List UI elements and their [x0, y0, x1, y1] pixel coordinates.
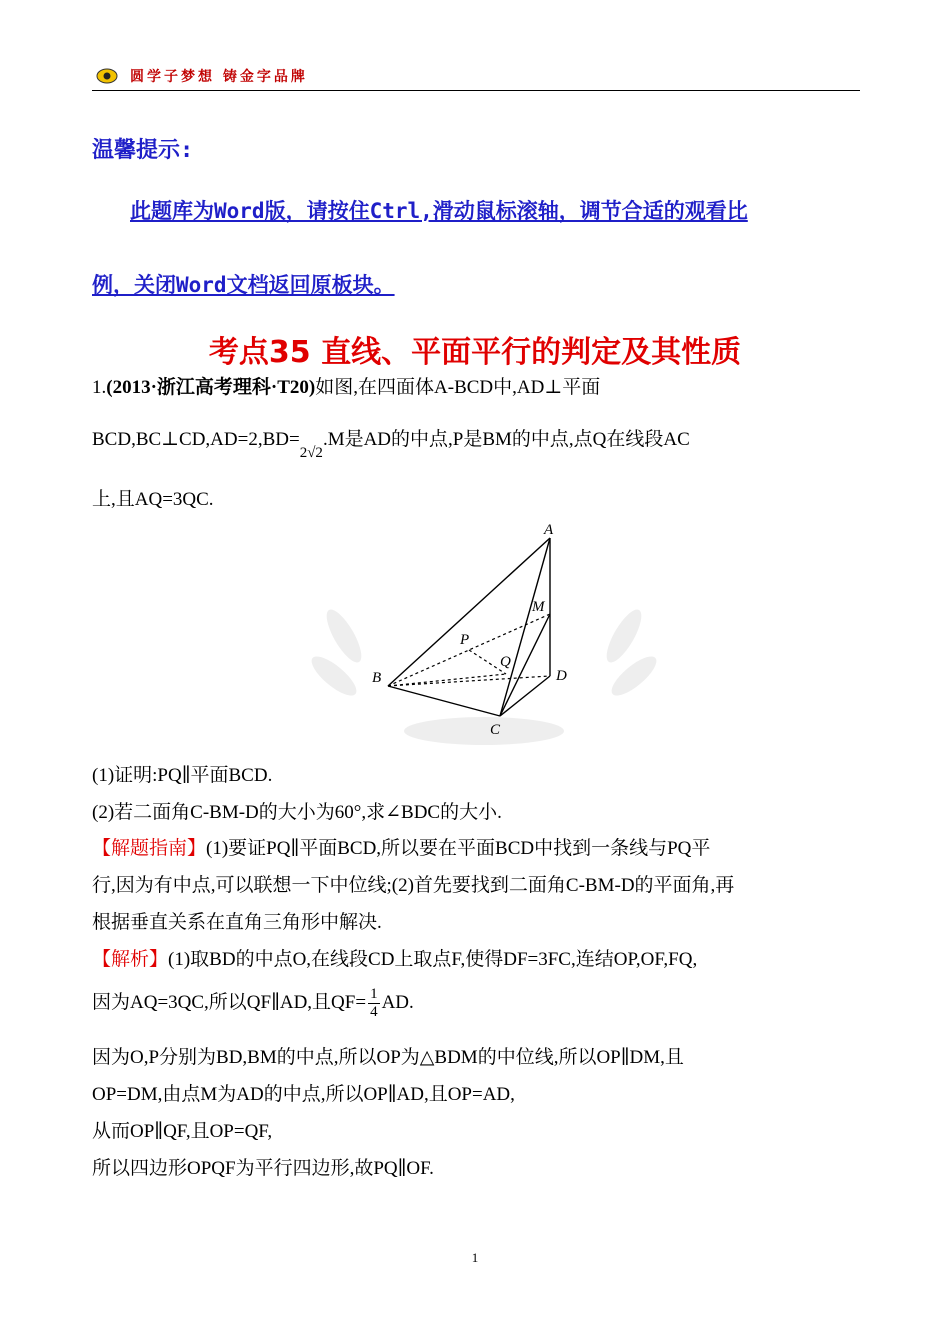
solution-text-2b: AD. — [381, 991, 414, 1013]
edge-ac — [500, 538, 550, 716]
page-number: 1 — [471, 1250, 479, 1265]
label-c: C — [490, 722, 501, 738]
problem-line-1 — [92, 372, 600, 399]
solution-line-4: OP=DM,由点M为AD的中点,所以OP∥AD,且OP=AD, — [92, 1084, 515, 1105]
guide-text-1: (1)要证PQ∥平面BCD,所以要在平面BCD中找到一条线与PQ平 — [206, 838, 711, 859]
page-header — [92, 62, 860, 91]
label-p: P — [460, 632, 470, 648]
tip-line-2[interactable]: 例，关闭Word文档返回原板块。 — [92, 273, 395, 297]
guide-line-2: 行,因为有中点,可以联想一下中位线;(2)首先要找到二面角C-BM-D的平面角,再 — [92, 875, 735, 896]
solution-text-1: (1)取BD的中点O,在线段CD上取点F,使得DF=3FC,连结OP,OF,FQ, — [168, 949, 698, 970]
label-m: M — [532, 599, 545, 615]
problem-line-3: 上,且AQ=3QC. — [92, 489, 214, 510]
problem-number: 1. — [92, 377, 107, 398]
tip-line-1[interactable]: 此题库为Word版，请按住Ctrl,滑动鼠标滚轴，调节合适的观看比 — [130, 199, 748, 223]
segment-bq — [388, 674, 506, 686]
watermark-laurel — [306, 605, 662, 745]
solution-line-1 — [92, 944, 697, 971]
question-2: (2)若二面角C-BM-D的大小为60°,求∠BDC的大小. — [92, 802, 502, 823]
solution-line-5: 从而OP∥QF,且OP=QF, — [92, 1121, 273, 1142]
tetrahedron-figure — [284, 516, 684, 756]
label-b: B — [372, 670, 382, 686]
problem-line-2 — [92, 424, 690, 461]
sqrt-expression: 2√2 — [299, 445, 323, 461]
solution-line-2 — [92, 986, 414, 1021]
solution-line-6: 所以四边形OPQF为平行四边形,故PQ∥OF. — [92, 1158, 434, 1179]
problem-source: (2013·浙江高考理科·T20) — [106, 377, 316, 398]
header-slogan: 圆学子梦想 铸金字品牌 — [130, 69, 308, 85]
edge-cd — [500, 676, 550, 716]
label-a: A — [544, 522, 554, 538]
fraction-numerator: 1 — [370, 986, 378, 1002]
solution-line-3: 因为O,P分别为BD,BM的中点,所以OP为△BDM的中位线,所以OP∥DM,且 — [92, 1047, 684, 1068]
fraction-one-quarter — [368, 986, 380, 1021]
guide-line-1 — [92, 833, 710, 860]
brand-logo-icon — [96, 68, 118, 84]
edge-bc — [388, 686, 500, 716]
question-1: (1)证明:PQ∥平面BCD. — [92, 765, 273, 786]
problem-text-2a: BCD,BC⊥CD,AD=2,BD= — [92, 429, 300, 450]
section-title: 考点35 直线、平面平行的判定及其性质 — [208, 335, 742, 370]
problem-text-2b: .M是AD的中点,P是BM的中点,点Q在线段AC — [322, 429, 690, 450]
guide-line-3: 根据垂直关系在直角三角形中解决. — [92, 912, 382, 933]
problem-text-1: 如图,在四面体A-BCD中,AD⊥平面 — [315, 377, 601, 398]
solution-text-2a: 因为AQ=3QC,所以QF∥AD,且QF= — [92, 991, 367, 1013]
guide-tag: 【解题指南】 — [92, 838, 207, 859]
fraction-denominator: 4 — [370, 1004, 378, 1020]
tip-title: 温馨提示: — [92, 138, 194, 163]
edge-bd — [388, 676, 550, 686]
label-d: D — [556, 668, 567, 684]
solution-tag: 【解析】 — [92, 949, 169, 970]
label-q: Q — [500, 654, 511, 670]
